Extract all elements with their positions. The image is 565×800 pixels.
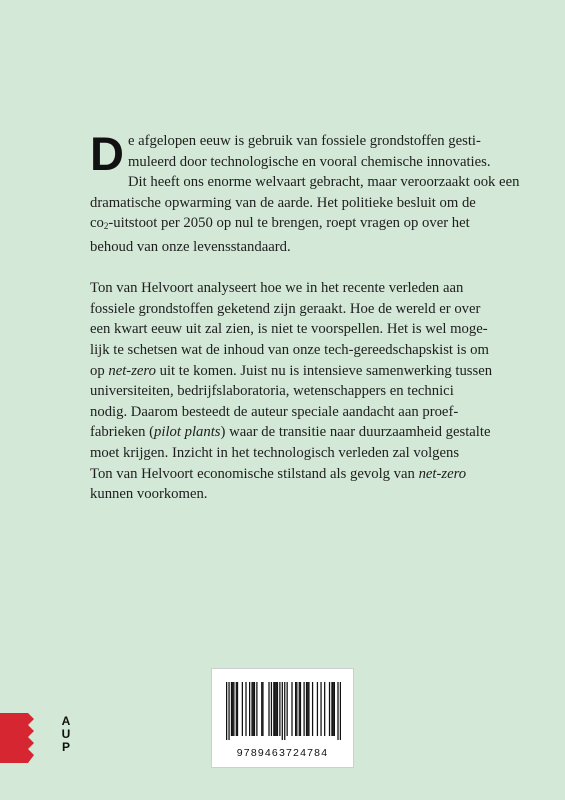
paragraph-1-line: Dit heeft ons enorme welvaart gebracht, maar veroorzaakt ook een <box>127 174 520 191</box>
barcode-bar <box>331 682 332 736</box>
barcode-bar <box>233 682 234 736</box>
barcode-bar <box>249 682 250 736</box>
barcode-bar <box>273 682 274 736</box>
barcode-bar <box>340 682 341 740</box>
barcode-bar <box>236 682 237 736</box>
barcode-bar <box>296 682 297 736</box>
barcode-bar <box>317 682 318 736</box>
barcode-bar <box>329 682 330 736</box>
paragraph-2-line: lijk te schetsen wat de inhoud van onze tech-gereedschapskist is om <box>90 341 489 358</box>
barcode-bar <box>282 682 283 740</box>
barcode-bar <box>303 682 304 736</box>
barcode-bar <box>334 682 335 736</box>
barcode-bar <box>274 682 275 736</box>
barcode-bar <box>231 682 232 736</box>
publisher-logo <box>60 715 72 754</box>
barcode-bar <box>261 682 262 736</box>
blurb-paragraph-2 <box>90 278 493 505</box>
barcode-bar <box>253 682 254 736</box>
barcode-bar <box>287 682 288 736</box>
barcode-bar <box>333 682 334 736</box>
barcode-bar <box>232 682 233 736</box>
drop-cap: D <box>90 127 124 180</box>
barcode-bar <box>299 682 300 736</box>
barcode-bar <box>324 682 325 736</box>
barcode-bar <box>307 682 308 736</box>
paragraph-2-line: Ton van Helvoort economische stilstand als gevolg van net-zero <box>90 465 467 482</box>
paragraph-1-line: behoud van onze levensstandaard. <box>90 238 291 255</box>
barcode-bar <box>300 682 301 736</box>
paragraph-2-line: nodig. Daarom besteedt de auteur speciale aandacht aan proef- <box>90 403 459 420</box>
publisher-letter-a: A <box>61 714 71 728</box>
barcode-bar <box>320 682 321 736</box>
paragraph-2-line: universiteiten, bedrijfslaboratoria, wetenschappers en technici <box>90 383 454 400</box>
barcode-bar <box>254 682 255 736</box>
barcode-bar <box>226 682 227 740</box>
barcode-bar <box>268 682 269 736</box>
barcode-bar <box>276 682 277 736</box>
barcode-bar <box>312 682 313 736</box>
barcode-bar <box>271 682 272 736</box>
publisher-mark-icon <box>0 713 34 763</box>
isbn-barcode <box>211 668 354 768</box>
paragraph-2-line: fossiele grondstoffen geketend zijn geraakt. Hoe de wereld er over <box>90 300 481 317</box>
barcode-bar <box>237 682 238 736</box>
barcode-bar <box>337 682 338 740</box>
barcode-bar <box>291 682 292 736</box>
barcode-bar <box>256 682 257 736</box>
publisher-letter-u: U <box>61 727 71 741</box>
barcode-bars <box>226 682 341 740</box>
barcode-bar <box>262 682 263 736</box>
barcode-bar <box>251 682 252 736</box>
barcode-bar <box>295 682 296 736</box>
isbn-number: 9789463724784 <box>236 747 329 759</box>
paragraph-2-line: een kwart eeuw uit zal zien, is niet te voorspellen. Het is wel moge- <box>90 321 488 338</box>
blurb-paragraph-1 <box>90 127 520 258</box>
barcode-bar <box>308 682 309 736</box>
barcode-bar <box>242 682 243 736</box>
paragraph-2-line: Ton van Helvoort analyseert hoe we in het recente verleden aan <box>90 280 464 297</box>
paragraph-2-line: op net-zero uit te komen. Juist nu is intensieve samenwerking tussen <box>90 362 493 379</box>
paragraph-2-line: kunnen voorkomen. <box>90 486 208 503</box>
barcode-bar <box>277 682 278 736</box>
paragraph-1-line: dramatische opwarming van de aarde. Het politieke besluit om de <box>90 194 476 211</box>
paragraph-1-line: e afgelopen eeuw is gebruik van fossiele grondstoffen gesti- <box>127 133 481 149</box>
blurb-text <box>90 127 520 505</box>
barcode-bar <box>306 682 307 736</box>
barcode-bar <box>228 682 229 740</box>
paragraph-2-line: fabrieken (pilot plants) waar de transitie naar duurzaamheid gestalte <box>90 424 491 441</box>
publisher-letter-p: P <box>61 740 70 754</box>
barcode-bar <box>284 682 285 740</box>
barcode-bar <box>279 682 280 736</box>
paragraph-1-line: $co_2$-uitstoot per 2050 op nul te brengen, roept vragen op over het <box>90 215 470 232</box>
barcode-bar <box>245 682 246 736</box>
paragraph-2-line: moet krijgen. Inzicht in het technologisch verleden zal volgens <box>90 444 460 461</box>
paragraph-1-line: muleerd door technologische en vooral chemische innovaties. <box>127 153 491 170</box>
